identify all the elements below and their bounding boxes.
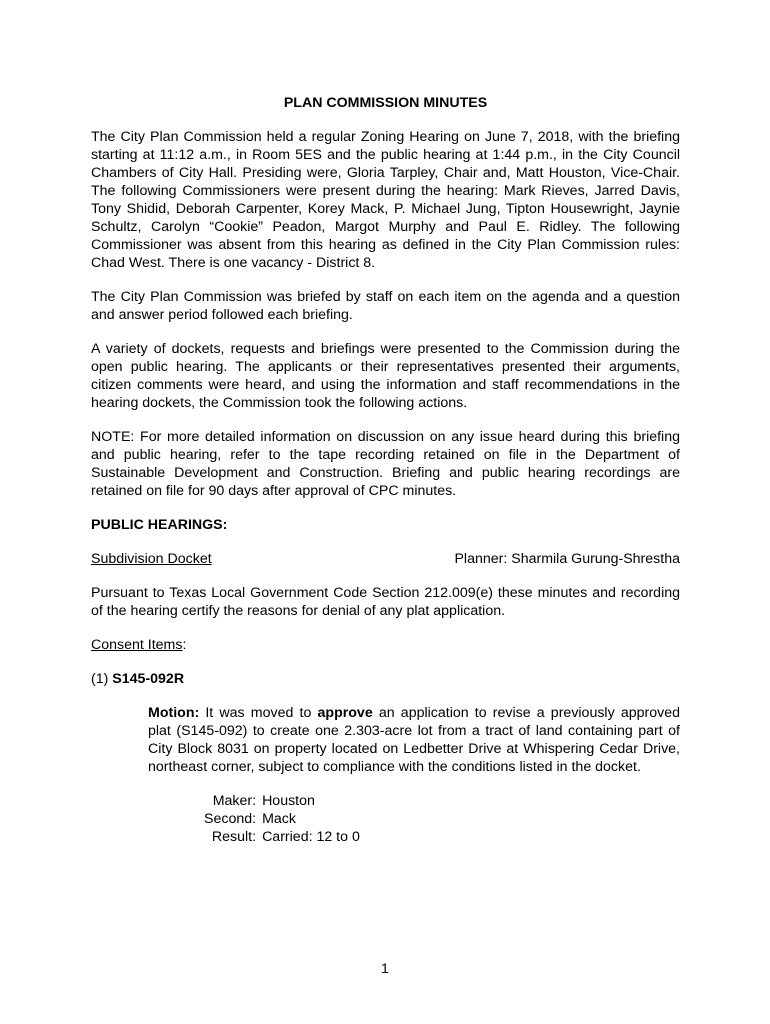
consent-items-heading <box>91 636 680 654</box>
document-title: PLAN COMMISSION MINUTES <box>283 95 488 111</box>
motion-post: an application to revise a previously approved plat (S145-092) to create one 2.303-acre lot from a tract of land containing part of City Block 8031 on property located on Ledbetter Drive at Whispering Cedar Drive, northeast corner, subject to compliance with the conditions listed in the docket. <box>148 705 680 775</box>
vote-result-value: Carried: 12 to 0 <box>262 829 360 845</box>
docket-row <box>91 550 680 568</box>
document-body <box>91 94 680 846</box>
vote-result-label: Result: <box>211 829 257 845</box>
public-hearings-heading: PUBLIC HEARINGS: <box>91 517 228 533</box>
item-heading <box>91 670 680 688</box>
motion-action: approve <box>317 705 373 721</box>
vote-second-label: Second: <box>204 811 257 827</box>
vote-maker-label: Maker: <box>212 793 257 809</box>
vote-maker-value: Houston <box>262 793 315 809</box>
planner-label: Planner: Sharmila Gurung-Shrestha <box>454 551 680 567</box>
dockets-paragraph: A variety of dockets, requests and briefings were presented to the Commission during the open public hearing. The applicants or their representatives presented their arguments, citizen comments were heard, and using the information and staff recommendations in the hearing dockets, the Commission took the following actions. <box>91 341 680 411</box>
texas-code-paragraph: Pursuant to Texas Local Government Code Section 212.009(e) these minutes and recording of the hearing certify the reasons for denial of any plat application. <box>91 585 680 619</box>
docket-label: Subdivision Docket <box>91 551 212 567</box>
vote-table <box>204 792 680 846</box>
motion-pre: It was moved to <box>199 705 318 721</box>
consent-colon: : <box>182 637 187 653</box>
vote-second-value: Mack <box>262 811 296 827</box>
item-id: S145-092R <box>112 671 185 687</box>
note-paragraph: NOTE: For more detailed information on discussion on any issue heard during this briefing and public hearing, refer to the tape recording retained on file in the Department of Sustainable Development and Construction. Briefing and public hearing recordings are retained on file for 90 days after approval of CPC minutes. <box>91 429 680 499</box>
consent-label: Consent Items <box>91 637 183 653</box>
motion-paragraph <box>148 704 680 776</box>
intro-paragraph: The City Plan Commission held a regular Zoning Hearing on June 7, 2018, with the briefing starting at 11:12 a.m., in Room 5ES and the public hearing at 1:44 p.m., in the City Council Chambers of City Hall. Presiding were, Gloria Tarpley, Chair and, Matt Houston, Vice-Chair. The following Commissioners were present during the hearing: Mark Rieves, Jarred Davis, Tony Shidid, Deborah Carpenter, Korey Mack, P. Michael Jung, Tipton Housewright, Jaynie Schultz, Carolyn “Cookie” Peadon, Margot Murphy and Paul E. Ridley. The following Commissioner was absent from this hearing as defined in the City Plan Commission rules: Chad West. There is one vacancy - District 8. <box>91 129 680 271</box>
item-number: (1) <box>91 671 109 687</box>
page-number: 1 <box>381 961 389 977</box>
briefing-paragraph: The City Plan Commission was briefed by staff on each item on the agenda and a question and answer period followed each briefing. <box>91 289 680 323</box>
motion-label: Motion: <box>148 705 200 721</box>
